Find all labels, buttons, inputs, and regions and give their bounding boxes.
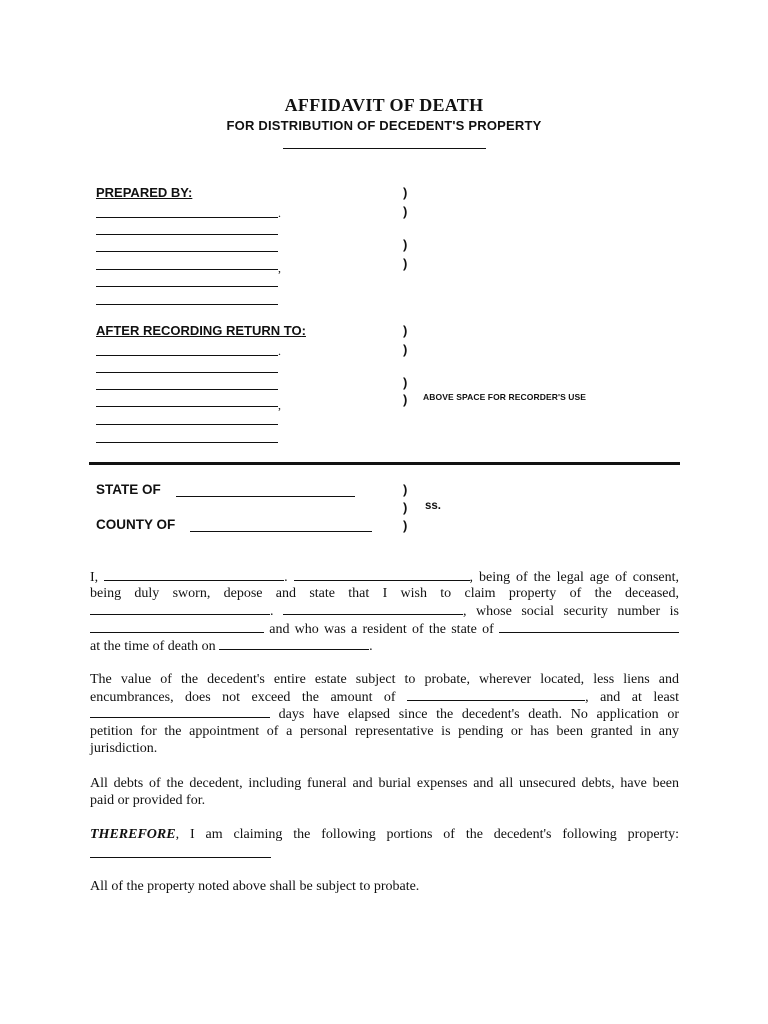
punct: . — [278, 206, 281, 220]
affiant-name-field[interactable] — [104, 568, 284, 581]
paren: ) — [403, 500, 408, 515]
document-subtitle: FOR DISTRIBUTION OF DECEDENT'S PROPERTY — [226, 118, 542, 133]
p4-line-1: THEREFORE, I am claiming the following portions of the decedent's following property: — [90, 827, 679, 842]
prepared-by-line-3[interactable] — [96, 251, 278, 252]
date-of-death-field[interactable] — [219, 637, 369, 650]
prepared-by-line-6[interactable] — [96, 304, 278, 305]
p2-line-3: days have elapsed since the decedent's death. No application or — [90, 705, 679, 724]
affiant-name-field-2[interactable] — [294, 568, 470, 581]
p1-line-3: . , whose social security number is — [90, 602, 679, 621]
p2-line-4: petition for the appointment of a personal representative is pending or has been granted in any — [90, 724, 679, 739]
paren: ) — [403, 375, 408, 390]
paren: ) — [403, 518, 408, 533]
paren: ) — [403, 204, 408, 219]
state-field[interactable] — [176, 496, 355, 497]
days-elapsed-field[interactable] — [90, 705, 270, 718]
p1-line-1: I, . , being of the legal age of consent, — [90, 570, 680, 585]
p2-line-5: jurisdiction. — [90, 741, 158, 756]
prepared-by-line-1[interactable] — [96, 217, 278, 218]
p2-line-2: encumbrances, does not exceed the amount of , and at least — [90, 690, 679, 705]
paren: ) — [403, 256, 408, 271]
paren: ) — [403, 237, 408, 252]
decedent-name-field[interactable] — [90, 602, 270, 615]
return-to-line-5[interactable] — [96, 424, 278, 425]
prepared-by-line-4[interactable] — [96, 269, 278, 270]
therefore-word: THEREFORE — [90, 827, 176, 842]
p3-line-1: All debts of the decedent, including funeral and burial expenses and all unsecured debts, have been — [90, 776, 679, 791]
prepared-by-line-2[interactable] — [96, 234, 278, 235]
paren: ) — [403, 342, 408, 357]
title-underline — [283, 148, 486, 149]
p3-line-2: paid or provided for. — [90, 793, 206, 808]
return-to-heading: AFTER RECORDING RETURN TO: — [96, 323, 306, 338]
paren: ) — [403, 482, 408, 497]
punct: . — [278, 344, 281, 358]
paren: ) — [403, 323, 408, 338]
property-field[interactable] — [90, 857, 271, 858]
recorder-use-note: ABOVE SPACE FOR RECORDER'S USE — [423, 392, 587, 402]
prepared-by-heading: PREPARED BY: — [96, 185, 193, 200]
state-label: STATE OF — [96, 482, 161, 497]
p1-line-5: at the time of death on . — [90, 639, 373, 654]
p5-line: All of the property noted above shall be subject to probate. — [90, 879, 420, 894]
residence-state-field[interactable] — [499, 620, 679, 633]
document-title: AFFIDAVIT OF DEATH — [284, 95, 484, 115]
p1-line-4: and who was a resident of the state of — [90, 620, 679, 639]
county-label: COUNTY OF — [96, 517, 176, 532]
ssn-field[interactable] — [90, 620, 264, 633]
estate-value-field[interactable] — [407, 688, 585, 701]
p1-line-2: being duly sworn, depose and state that I wish to claim property of the deceased, — [90, 586, 679, 601]
return-to-line-4[interactable] — [96, 406, 278, 407]
prepared-by-line-5[interactable] — [96, 286, 278, 287]
paren: ) — [403, 392, 408, 407]
decedent-name-field-2[interactable] — [283, 602, 463, 615]
ss-label: ss. — [425, 500, 441, 512]
return-to-line-1[interactable] — [96, 355, 278, 356]
return-to-line-2[interactable] — [96, 372, 278, 373]
paren: ) — [403, 185, 408, 200]
section-divider — [89, 462, 680, 465]
p2-line-1: The value of the decedent's entire estate subject to probate, wherever located, less liens and — [90, 672, 679, 687]
county-field[interactable] — [190, 531, 372, 532]
punct: , — [278, 261, 281, 275]
return-to-line-3[interactable] — [96, 389, 278, 390]
return-to-line-6[interactable] — [96, 442, 278, 443]
punct: , — [278, 398, 281, 412]
